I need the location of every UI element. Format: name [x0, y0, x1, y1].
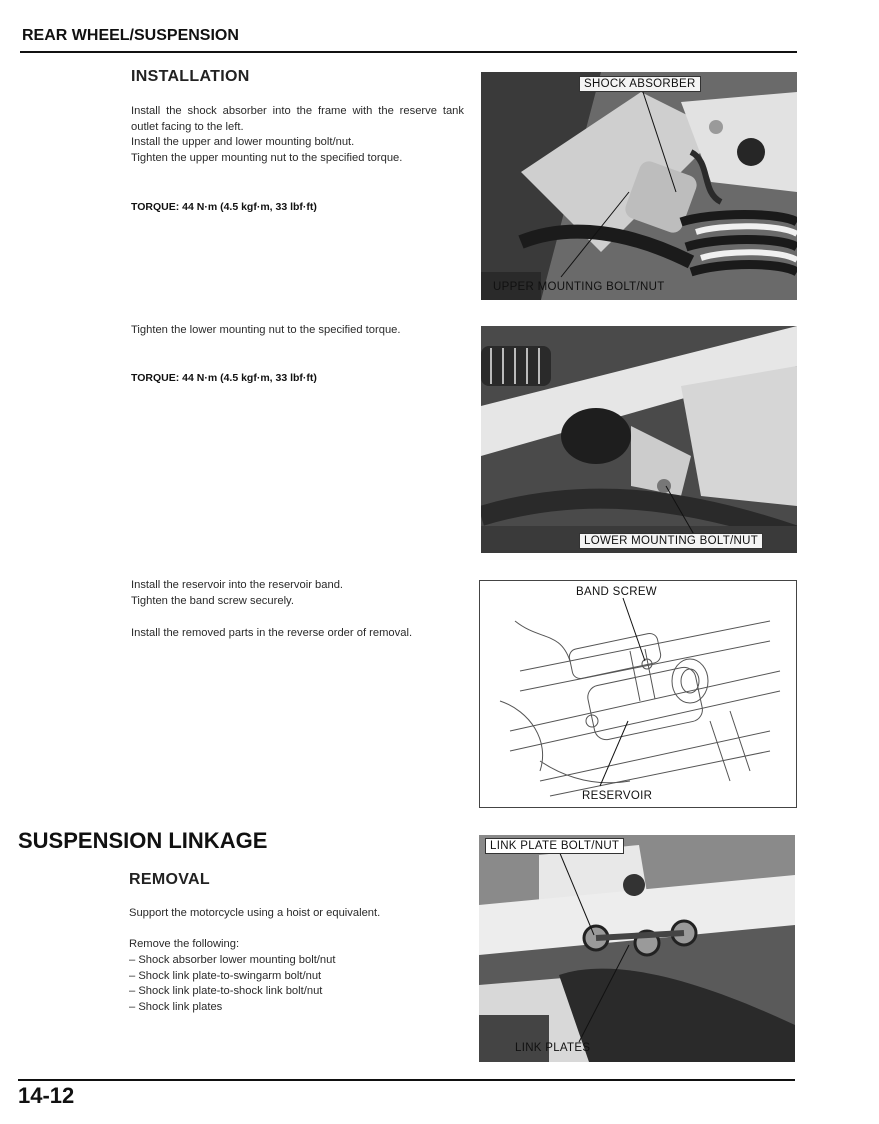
callout-link-plate-bolt: LINK PLATE BOLT/NUT — [485, 838, 624, 854]
section-title: REAR WHEEL/SUSPENSION — [22, 27, 239, 44]
torque-spec-upper: TORQUE: 44 N·m (4.5 kgf·m, 33 lbf·ft) — [131, 201, 317, 213]
step3-line-2: Tighten the band screw securely. — [131, 594, 294, 607]
installation-step2: Tighten the lower mounting nut to the specified torque. — [131, 324, 401, 336]
installation-step1 — [131, 104, 464, 166]
footer-rule — [18, 1079, 795, 1081]
page-number: 14-12 — [18, 1083, 75, 1108]
step1-line-3: Tighten the upper mounting nut to the specified torque. — [131, 151, 403, 164]
callout-reservoir: RESERVOIR — [582, 790, 653, 802]
step1-line-1: Install the shock absorber into the frame with the reserve tank outlet facing to the left. — [131, 105, 464, 133]
callout-lower-mounting-bolt: LOWER MOUNTING BOLT/NUT — [579, 533, 763, 549]
reservoir-diagram — [479, 580, 797, 808]
shock-absorber-illustration — [481, 72, 797, 300]
removal-intro: Remove the following: — [129, 938, 240, 950]
lower-mounting-photo — [481, 326, 797, 553]
list-item: – Shock link plates — [129, 1000, 223, 1013]
link-plate-illustration — [479, 835, 795, 1062]
reservoir-illustration — [480, 581, 796, 807]
list-item: – Shock absorber lower mounting bolt/nut — [129, 954, 336, 966]
callout-band-screw: BAND SCREW — [576, 586, 657, 598]
installation-step3 — [131, 578, 464, 609]
removal-list — [129, 953, 335, 1015]
installation-step4: Install the removed parts in the reverse order of removal. — [131, 627, 413, 639]
suspension-linkage-heading: SUSPENSION LINKAGE — [18, 828, 268, 853]
list-item: – Shock link plate-to-swingarm bolt/nut — [129, 969, 322, 982]
removal-heading: REMOVAL — [129, 871, 210, 888]
shock-absorber-photo — [481, 72, 797, 300]
callout-shock-absorber: SHOCK ABSORBER — [579, 76, 701, 92]
link-plate-photo — [479, 835, 795, 1062]
step3-line-1: Install the reservoir into the reservoir band. — [131, 579, 344, 591]
removal-support: Support the motorcycle using a hoist or equivalent. — [129, 907, 381, 919]
lower-mounting-illustration — [481, 326, 797, 553]
list-item: – Shock link plate-to-shock link bolt/nut — [129, 985, 323, 998]
step1-line-2: Install the upper and lower mounting bolt/nut. — [131, 136, 355, 148]
torque-spec-lower: TORQUE: 44 N·m (4.5 kgf·m, 33 lbf·ft) — [131, 372, 317, 384]
callout-link-plates: LINK PLATES — [515, 1042, 591, 1054]
callout-upper-mounting-bolt: UPPER MOUNTING BOLT/NUT — [493, 281, 665, 293]
installation-heading: INSTALLATION — [131, 68, 250, 85]
header-rule — [20, 51, 797, 53]
